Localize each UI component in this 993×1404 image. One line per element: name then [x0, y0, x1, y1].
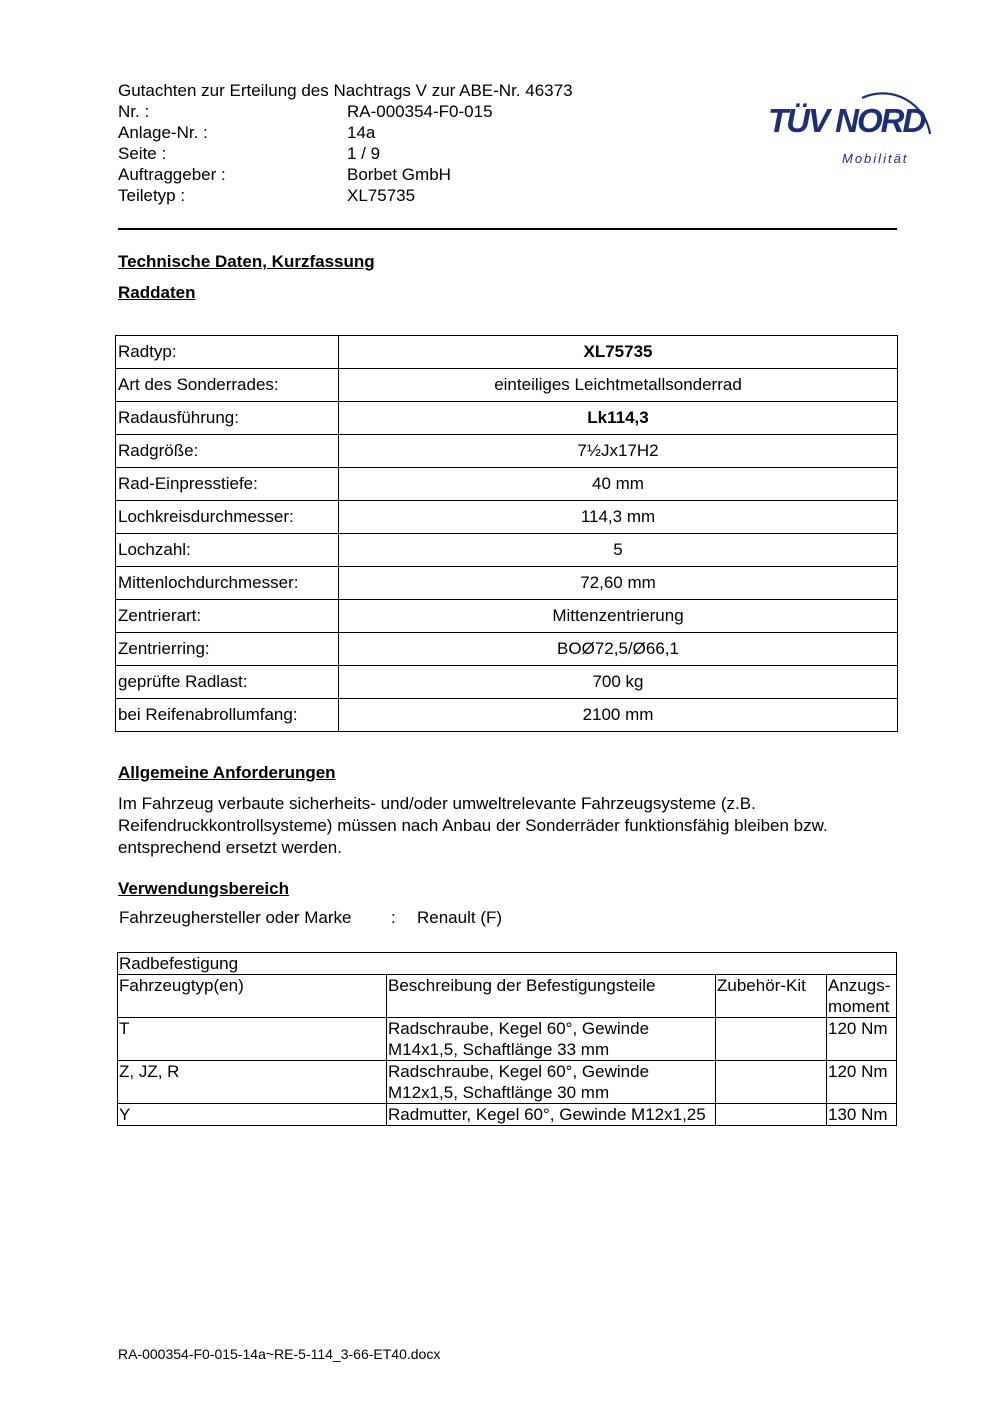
- logo-brand: TÜV NORD: [768, 102, 925, 139]
- header-value: RA-000354-F0-015: [347, 102, 493, 121]
- fastener-description: Radschraube, Kegel 60°, Gewinde M14x1,5, Schaftlänge 33 mm: [387, 1018, 716, 1061]
- wheel-label: Radtyp:: [116, 336, 339, 369]
- table-row: [116, 402, 898, 435]
- header-row-anlage: [118, 122, 573, 143]
- header-label: Seite :: [118, 144, 167, 163]
- wheel-value: 40 mm: [339, 468, 898, 501]
- wheel-value: 72,60 mm: [339, 567, 898, 600]
- wheel-label: Radausführung:: [116, 402, 339, 435]
- accessory-kit: [716, 1018, 827, 1061]
- document-title: Gutachten zur Erteilung des Nachtrags V zur ABE-Nr. 46373: [118, 81, 573, 100]
- section-heading-technical: Technische Daten, Kurzfassung: [118, 252, 375, 271]
- header-label: Anlage-Nr. :: [118, 123, 208, 142]
- vehicle-type: Z, JZ, R: [118, 1061, 387, 1104]
- table-row: [116, 468, 898, 501]
- header-label: Teiletyp :: [118, 186, 186, 205]
- table-row: [116, 699, 898, 732]
- wheel-label: Mittenlochdurchmesser:: [116, 567, 339, 600]
- manufacturer-value: Renault (F): [417, 908, 503, 927]
- table-row: [116, 633, 898, 666]
- table-row: [116, 666, 898, 699]
- file-name-footer: RA-000354-F0-015-14a~RE-5-114_3-66-ET40.docx: [118, 1346, 441, 1362]
- table-header-row: [118, 975, 897, 1018]
- wheel-value: Mittenzentrierung: [339, 600, 898, 633]
- fastener-description: Radschraube, Kegel 60°, Gewinde M12x1,5, Schaftlänge 30 mm: [387, 1061, 716, 1104]
- header-value: Borbet GmbH: [347, 165, 451, 184]
- table-row: [116, 336, 898, 369]
- wheel-label: bei Reifenabrollumfang:: [116, 699, 339, 732]
- header-label: Nr. :: [118, 102, 150, 121]
- document-header: [118, 80, 573, 206]
- wheel-label: Rad-Einpresstiefe:: [116, 468, 339, 501]
- fastener-description: Radmutter, Kegel 60°, Gewinde M12x1,25: [387, 1104, 716, 1126]
- header-row-seite: [118, 143, 573, 164]
- section-heading-wheel: Raddaten: [118, 283, 196, 302]
- table-row: [118, 1104, 897, 1126]
- header-label: Auftraggeber :: [118, 165, 226, 184]
- manufacturer-separator: :: [391, 908, 396, 927]
- mounting-caption: Radbefestigung: [118, 953, 897, 975]
- header-divider: [118, 228, 897, 230]
- column-header: Beschreibung der Befestigungsteile: [387, 975, 716, 1018]
- wheel-label: Lochzahl:: [116, 534, 339, 567]
- column-header: Anzugs-moment: [827, 975, 897, 1018]
- header-row-teiletyp: [118, 185, 573, 206]
- wheel-label: Lochkreisdurchmesser:: [116, 501, 339, 534]
- torque-value: 120 Nm: [827, 1018, 897, 1061]
- mounting-table: [117, 952, 897, 1126]
- wheel-value: 5: [339, 534, 898, 567]
- wheel-label: Zentrierart:: [116, 600, 339, 633]
- torque-value: 120 Nm: [827, 1061, 897, 1104]
- table-row: [116, 435, 898, 468]
- header-value: 14a: [347, 123, 376, 142]
- wheel-value: 2100 mm: [339, 699, 898, 732]
- section-heading-usage: Verwendungsbereich: [118, 879, 289, 898]
- logo-subtitle: Mobilität: [842, 151, 909, 166]
- table-caption-row: [118, 953, 897, 975]
- manufacturer-label: Fahrzeughersteller oder Marke: [119, 908, 352, 927]
- accessory-kit: [716, 1061, 827, 1104]
- table-row: [116, 600, 898, 633]
- section-heading-requirements: Allgemeine Anforderungen: [118, 763, 336, 782]
- wheel-value: XL75735: [339, 336, 898, 369]
- wheel-value: 700 kg: [339, 666, 898, 699]
- table-row: [116, 369, 898, 402]
- tuv-nord-logo: [762, 58, 942, 173]
- table-row: [116, 567, 898, 600]
- wheel-value: BOØ72,5/Ø66,1: [339, 633, 898, 666]
- table-row: [116, 501, 898, 534]
- column-header: Zubehör-Kit: [716, 975, 827, 1018]
- wheel-value: 7½Jx17H2: [339, 435, 898, 468]
- wheel-data-table: [115, 335, 898, 732]
- table-row: [118, 1061, 897, 1104]
- wheel-value: Lk114,3: [339, 402, 898, 435]
- wheel-label: geprüfte Radlast:: [116, 666, 339, 699]
- accessory-kit: [716, 1104, 827, 1126]
- table-row: [118, 1018, 897, 1061]
- header-value: 1 / 9: [347, 144, 381, 163]
- wheel-value: 114,3 mm: [339, 501, 898, 534]
- wheel-label: Radgröße:: [116, 435, 339, 468]
- column-header: Fahrzeugtyp(en): [118, 975, 387, 1018]
- header-row-nr: [118, 101, 573, 122]
- wheel-value: einteiliges Leichtmetallsonderrad: [339, 369, 898, 402]
- header-value: XL75735: [347, 186, 416, 205]
- wheel-label: Zentrierring:: [116, 633, 339, 666]
- torque-value: 130 Nm: [827, 1104, 897, 1126]
- wheel-label: Art des Sonderrades:: [116, 369, 339, 402]
- vehicle-type: Y: [118, 1104, 387, 1126]
- header-row-auftraggeber: [118, 164, 573, 185]
- table-row: [116, 534, 898, 567]
- manufacturer-line: [119, 908, 502, 928]
- requirements-paragraph: Im Fahrzeug verbaute sicherheits- und/oder umweltrelevante Fahrzeugsysteme (z.B. Reifendruckkontrollsysteme) müssen nach Anbau der Sonderräder funktionsfähig bleiben bzw. entsprechend ersetzt werden.: [118, 794, 828, 857]
- vehicle-type: T: [118, 1018, 387, 1061]
